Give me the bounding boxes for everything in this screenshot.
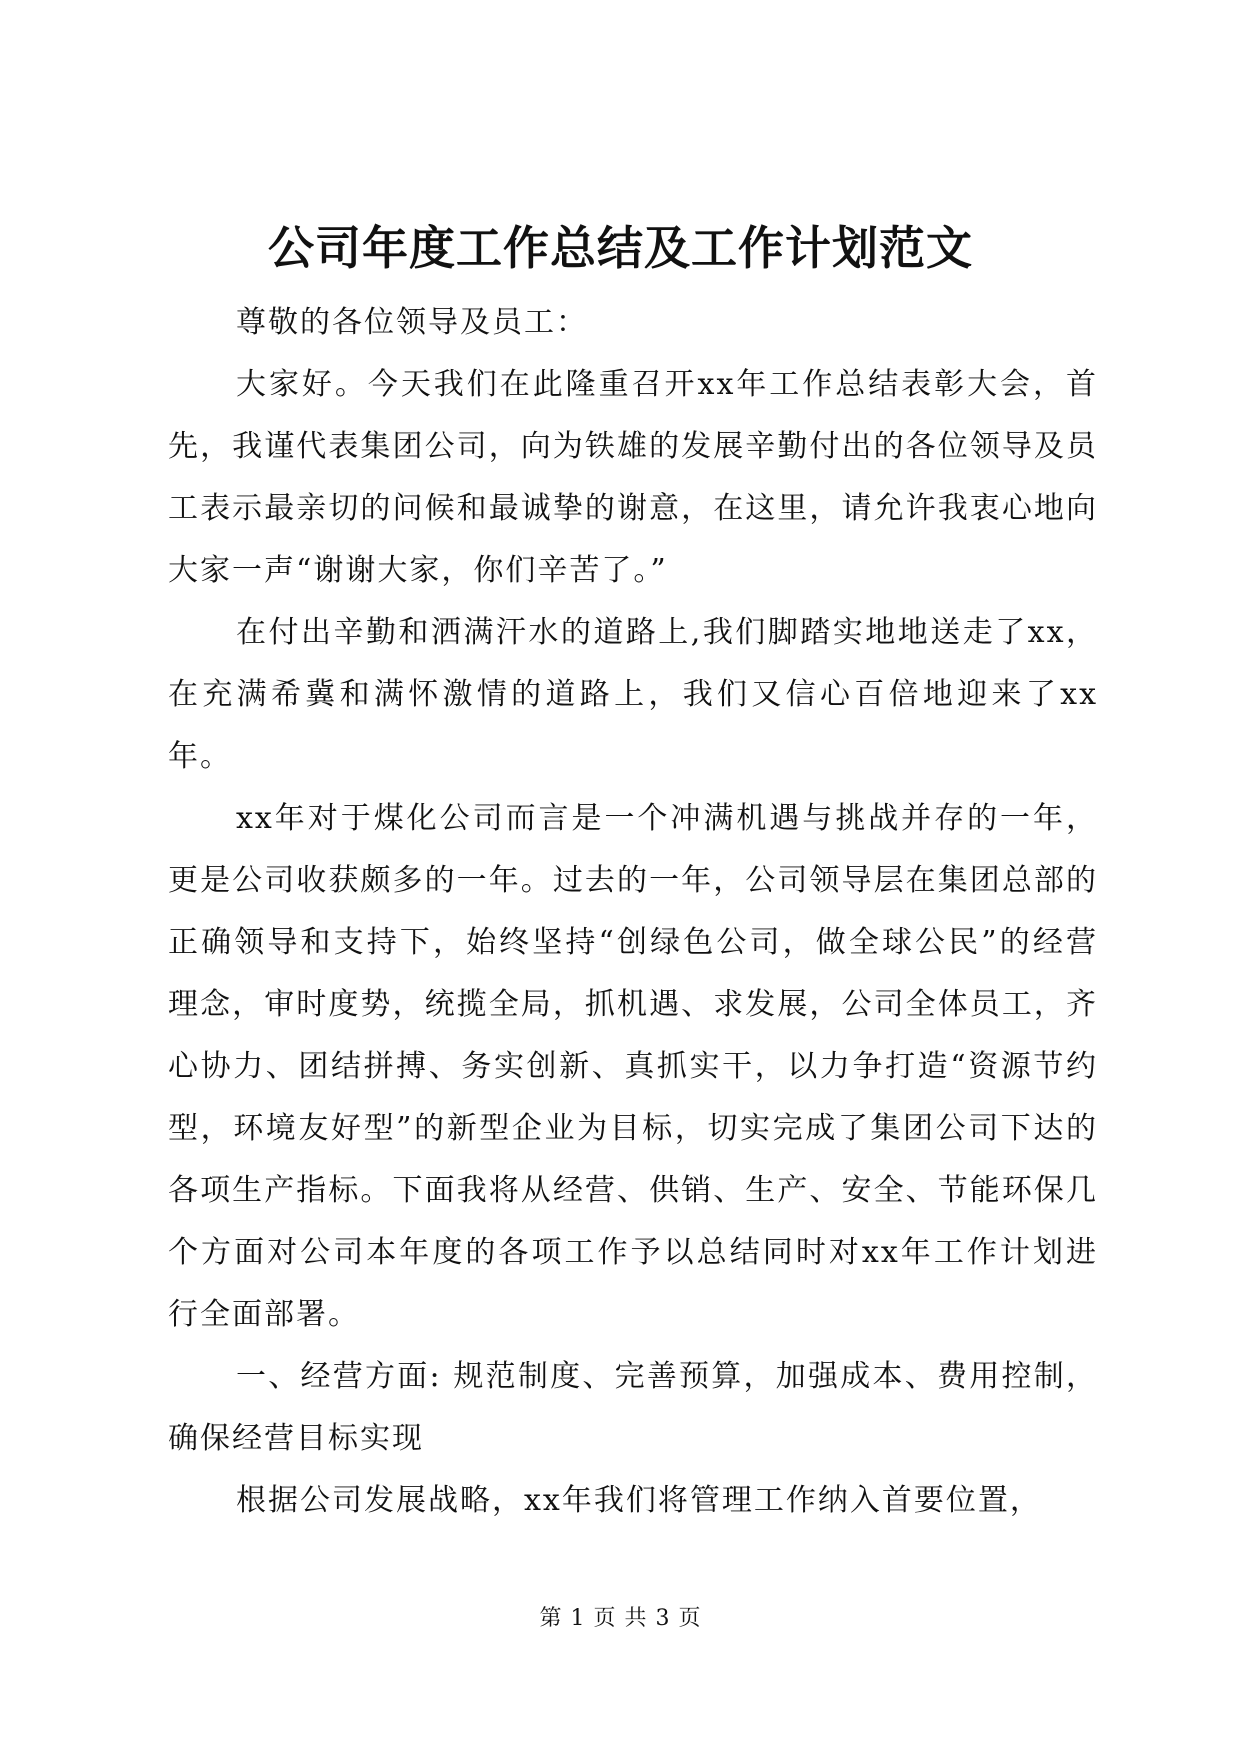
document-body: [168, 292, 1098, 1532]
paragraph-management: 根据公司发展战略，xx年我们将管理工作纳入首要位置，: [236, 1483, 1042, 1518]
paragraph-opening: 大家好。今天我们在此隆重召开xx年工作总结表彰大会，首先，我谨代表集团公司，向为铁雄的发展辛勤付出的各位领导及员工表示最亲切的问候和最诚挚的谢意，在这里，请允许我衷心地向大家一声“谢谢大家，你们辛苦了。”: [168, 367, 1098, 588]
paragraph-section-heading: 一、经营方面: 规范制度、完善预算，加强成本、费用控制，确保经营目标实现: [168, 1359, 1098, 1456]
page-footer: 第 1 页 共 3 页: [539, 1606, 702, 1631]
paragraph-review: xx年对于煤化公司而言是一个冲满机遇与挑战并存的一年，更是公司收获颇多的一年。过去的一年，公司领导层在集团总部的正确领导和支持下，始终坚持“创绿色公司，做全球公民”的经营理念，审时度势，统揽全局，抓机遇、求发展，公司全体员工，齐心协力、团结拼搏、务实创新、真抓实干，以力争打造“资源节约型，环境友好型”的新型企业为目标，切实完成了集团公司下达的各项生产指标。下面我将从经营、供销、生产、安全、节能环保几个方面对公司本年度的各项工作予以总结同时对xx年工作计划进行全面部署。: [168, 801, 1098, 1332]
document-title: 公司年度工作总结及工作计划范文: [268, 221, 973, 275]
paragraph-greeting: 尊敬的各位领导及员工：: [236, 305, 588, 340]
paragraph-transition: 在付出辛勤和洒满汗水的道路上,我们脚踏实地地送走了xx，在充满希冀和满怀激情的道路上，我们又信心百倍地迎来了xx年。: [168, 615, 1098, 774]
